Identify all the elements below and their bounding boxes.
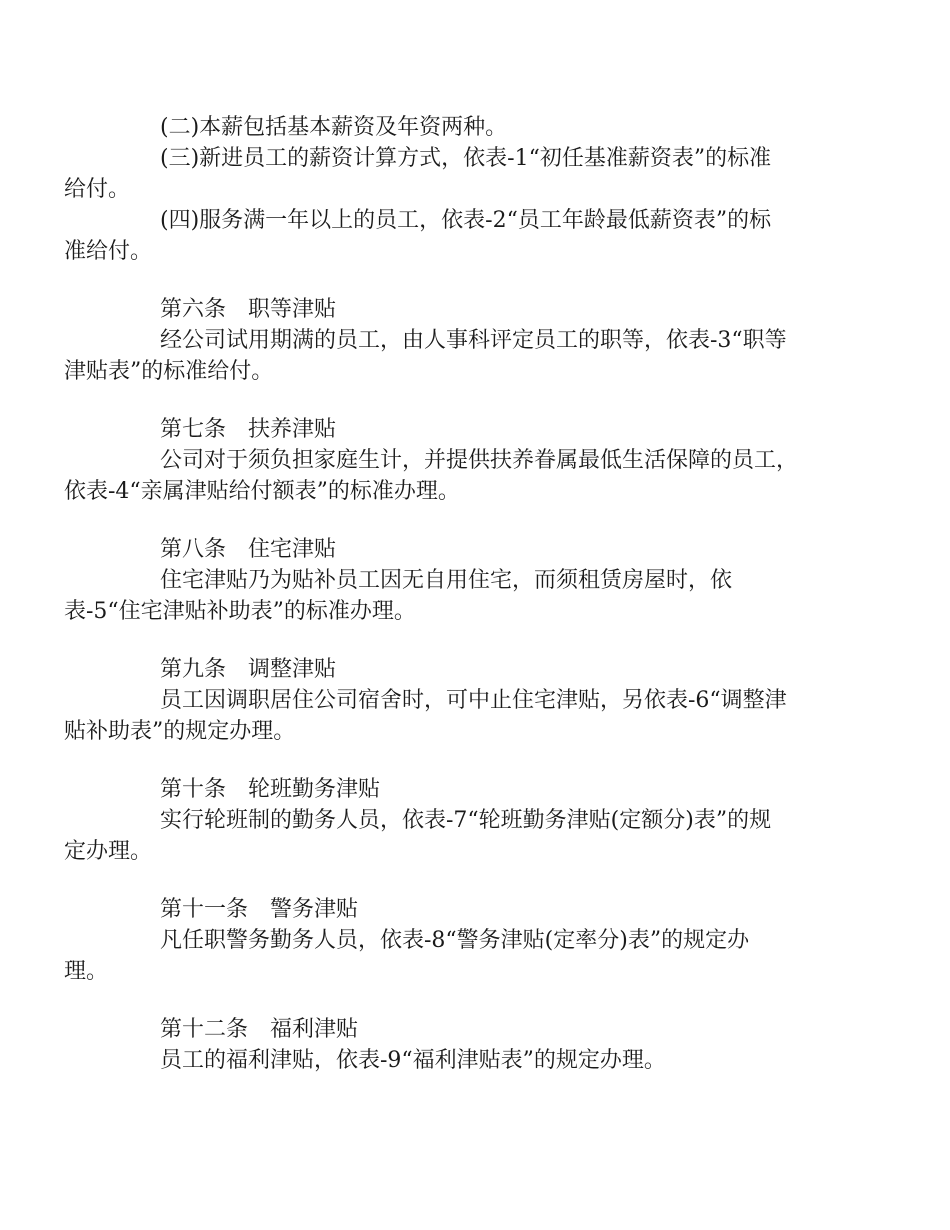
paragraph-line: 公司对于须负担家庭生计，并提供扶养眷属最低生活保障的员工，: [160, 448, 799, 473]
article-title: 警务津贴: [270, 897, 359, 922]
article-title: 扶养津贴: [248, 417, 337, 442]
article-heading: [112, 774, 836, 805]
paragraph-line: (三)新进员工的薪资计算方式，依表-1“初任基准薪资表”的标准: [160, 146, 772, 171]
article-number: 第九条: [160, 657, 227, 682]
article-11: [64, 894, 836, 987]
article-text: [64, 805, 836, 867]
paragraph-line: 定办理。: [64, 839, 153, 864]
paragraph-line: 给付。: [64, 177, 131, 202]
article-text: [64, 445, 836, 507]
article-7: [64, 414, 836, 507]
paragraph-line: 实行轮班制的勤务人员，依表-7“轮班勤务津贴(定额分)表”的规: [160, 808, 772, 833]
article-title: 福利津贴: [270, 1017, 359, 1042]
article-heading: [112, 414, 836, 445]
paragraph-line: 表-5“住宅津贴补助表”的标准办理。: [64, 599, 416, 624]
article-number: 第八条: [160, 537, 227, 562]
article-8: [64, 534, 836, 627]
article-title: 住宅津贴: [248, 537, 337, 562]
paragraph-line: 准给付。: [64, 239, 153, 264]
article-text: [112, 1045, 836, 1076]
article-text: [64, 685, 836, 747]
article-heading: [112, 1014, 836, 1045]
article-12: [112, 1014, 836, 1076]
paragraph-item-3: [64, 143, 836, 205]
paragraph-item-2: [112, 112, 836, 143]
paragraph-line: 经公司试用期满的员工，由人事科评定员工的职等，依表-3“职等: [160, 328, 787, 353]
article-heading: [112, 534, 836, 565]
article-heading: [112, 894, 836, 925]
paragraph-line: 凡任职警务勤务人员，依表-8“警务津贴(定率分)表”的规定办: [160, 928, 750, 953]
article-9: [64, 654, 836, 747]
article-text: [64, 565, 836, 627]
paragraph-line: 理。: [64, 959, 109, 984]
intro-section: [64, 112, 836, 267]
article-title: 职等津贴: [248, 297, 337, 322]
article-number: 第十二条: [160, 1017, 249, 1042]
paragraph-line: 员工的福利津贴，依表-9“福利津贴表”的规定办理。: [160, 1048, 666, 1073]
paragraph-line: (四)服务满一年以上的员工，依表-2“员工年龄最低薪资表”的标: [160, 208, 772, 233]
paragraph-line: 员工因调职居住公司宿舍时，可中止住宅津贴，另依表-6“调整津: [160, 688, 787, 713]
article-heading: [112, 294, 836, 325]
article-title: 轮班勤务津贴: [248, 777, 381, 802]
document-body: [64, 112, 836, 1076]
article-text: [64, 925, 836, 987]
article-number: 第十一条: [160, 897, 249, 922]
article-number: 第六条: [160, 297, 227, 322]
article-heading: [112, 654, 836, 685]
paragraph-line: 贴补助表”的规定办理。: [64, 719, 296, 744]
paragraph-line: 津贴表”的标准给付。: [64, 359, 274, 384]
article-6: [64, 294, 836, 387]
article-number: 第七条: [160, 417, 227, 442]
paragraph-line: (二)本薪包括基本薪资及年资两种。: [160, 115, 508, 140]
article-number: 第十条: [160, 777, 227, 802]
article-title: 调整津贴: [248, 657, 337, 682]
article-10: [64, 774, 836, 867]
paragraph-line: 依表-4“亲属津贴给付额表”的标准办理。: [64, 479, 460, 504]
article-text: [64, 325, 836, 387]
paragraph-line: 住宅津贴乃为贴补员工因无自用住宅，而须租赁房屋时，依: [160, 568, 733, 593]
paragraph-item-4: [64, 205, 836, 267]
